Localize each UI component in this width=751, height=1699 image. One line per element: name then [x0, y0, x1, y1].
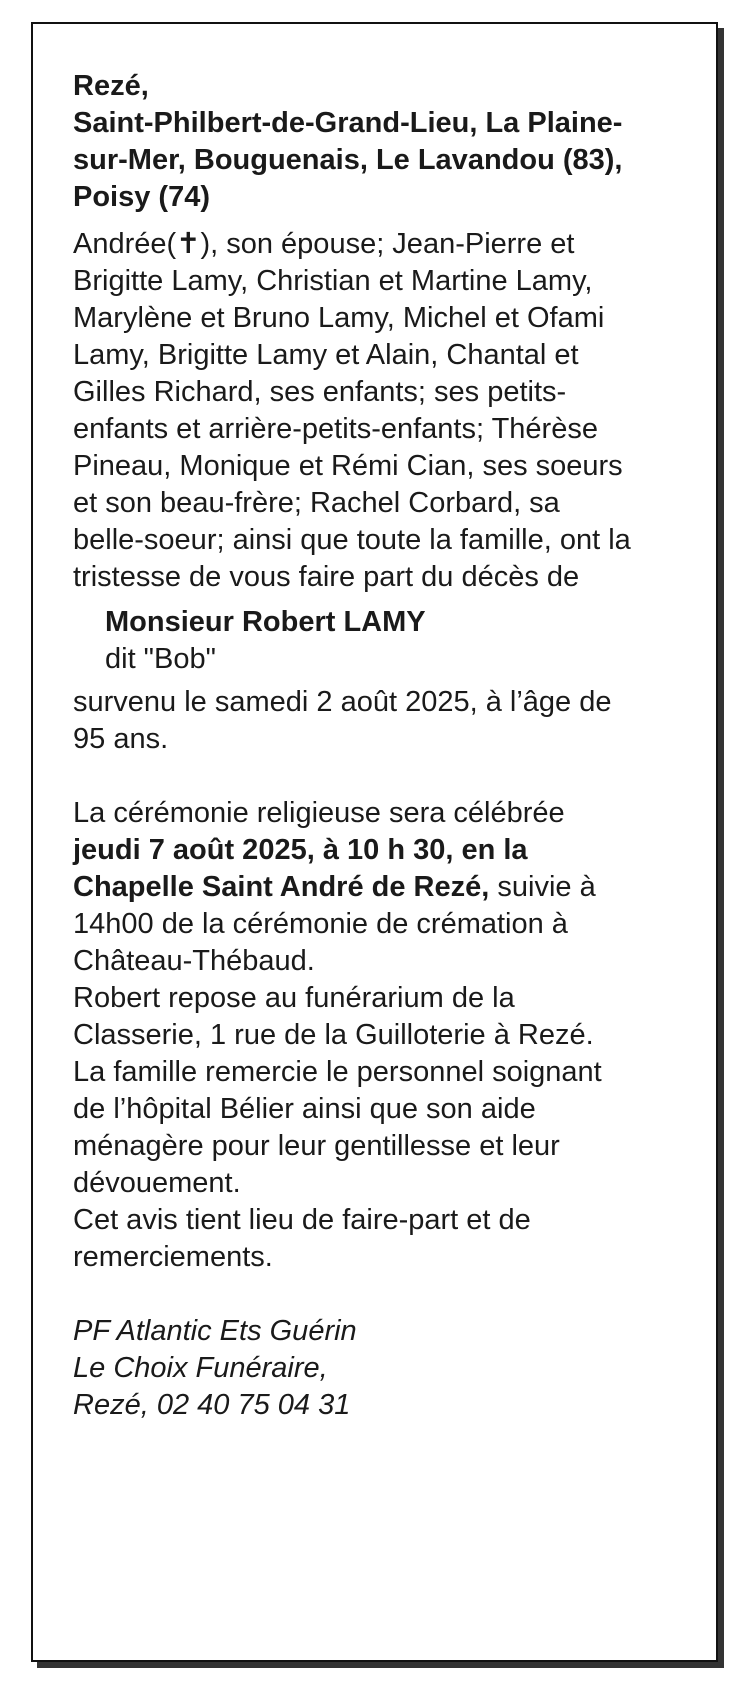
funeral-home-contact: Rezé, 02 40 75 04 31 [73, 1389, 351, 1421]
ceremony-rest: suivie à 14h00 de la cérémonie de crémation à Château-Thébaud. [73, 871, 596, 977]
ceremony-date-place: jeudi 7 août 2025, à 10 h 30, en la Chapelle Saint André de Rezé, [73, 834, 528, 903]
location-line: Rezé, [73, 70, 149, 102]
thanks-text: La famille remercie le personnel soignant de l’hôpital Bélier ainsi que son aide ménagère pour leur gentillesse et leur dévouement. [73, 1056, 602, 1199]
location-line: Saint-Philbert-de-Grand-Lieu, La Plaine-sur-Mer, Bouguenais, Le Lavandou (83), Poisy (74) [73, 107, 623, 213]
notice-note: Cet avis tient lieu de faire-part et de remerciements. [73, 1204, 531, 1273]
funeral-home-service: Le Choix Funéraire, [73, 1352, 328, 1384]
rest-place: Robert repose au funérarium de la Classerie, 1 rue de la Guilloterie à Rezé. [73, 982, 594, 1051]
spacer [73, 758, 633, 795]
funeral-home [73, 1313, 633, 1424]
spacer [73, 1276, 633, 1313]
ceremony-details [73, 795, 633, 980]
family-announcement: Andrée(✝), son épouse; Jean-Pierre et Brigitte Lamy, Christian et Martine Lamy, Marylène et Bruno Lamy, Michel et Ofami Lamy, Brigitte Lamy et Alain, Chantal et Gilles Richard, ses enfants; ses petits-enfants et arrière-petits-enfants; Thérèse Pineau, Monique et Rémi Cian, ses soeurs et son beau-frère; Rachel Corbard, sa belle-soeur; ainsi que toute la famille, ont la tristesse de vous faire part du décès de [73, 228, 631, 593]
death-details: survenu le samedi 2 août 2025, à l’âge de 95 ans. [73, 686, 612, 755]
deceased-alias: dit "Bob" [105, 643, 216, 675]
funeral-home-name: PF Atlantic Ets Guérin [73, 1315, 357, 1347]
obituary-content [73, 68, 633, 1424]
ceremony-intro: La cérémonie religieuse sera célébrée [73, 797, 565, 829]
deceased-name: Monsieur Robert LAMY [105, 606, 426, 638]
locations-heading [73, 68, 633, 216]
deceased-block [73, 604, 633, 678]
